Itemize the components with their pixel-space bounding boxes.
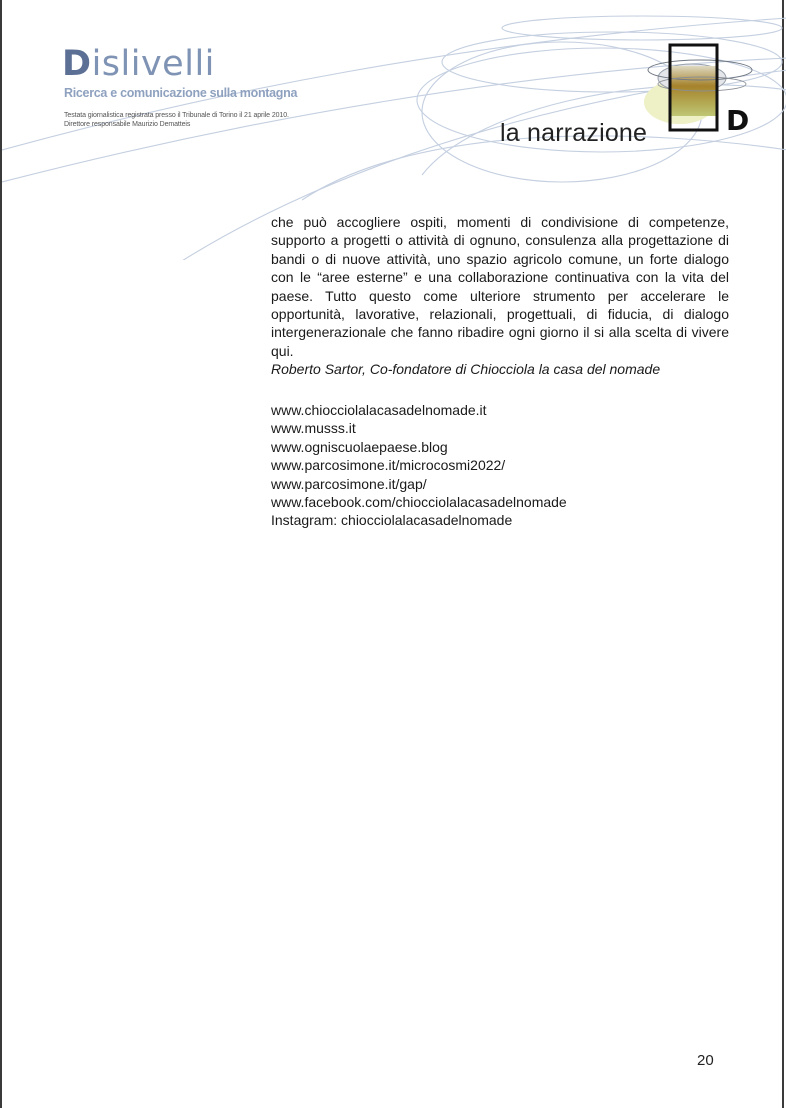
- link-microcosmi2022[interactable]: www.parcosimone.it/microcosmi2022/: [271, 457, 506, 474]
- article-paragraph: che può accogliere ospiti, momenti di condivisione di competenze, supporto a progetti o attività di ognuno, consulenza alla progettazione di bandi o di nuove attività, uno spazio agricolo comune, un forte dialogo con le “aree esterne” e una collaborazione continuativa con la vita del paese. Tutto questo come ulteriore strumento per accelerare le opportunità, lavorative, relazionali, progettuali, di fiducia, di dialogo intergenerazionale che fanno ribadire ogni giorno il si alla scelta di vivere qui.: [271, 214, 729, 359]
- logo-rest: islivelli: [91, 44, 215, 84]
- instagram-handle: Instagram: chiocciolalacasadelnomade: [271, 512, 513, 529]
- article-text: [271, 213, 729, 379]
- logo-title: [62, 44, 215, 84]
- section-title: la narrazione: [500, 119, 648, 147]
- emblem-letter: D: [726, 104, 750, 136]
- link-facebook[interactable]: www.facebook.com/chiocciolalacasadelnomade: [271, 494, 567, 511]
- logo-initial: D: [62, 44, 92, 84]
- registration-line-1: Testata giornalistica registrata presso il Tribunale di Torino il 21 aprile 2010.: [64, 112, 289, 119]
- registration-info: [64, 111, 289, 129]
- link-ogniscuolaepaese[interactable]: www.ogniscuolaepaese.blog: [271, 438, 448, 455]
- link-musss[interactable]: www.musss.it: [271, 420, 356, 437]
- link-parcosimone-gap[interactable]: www.parcosimone.it/gap/: [271, 475, 427, 492]
- link-chiocciola[interactable]: www.chiocciolalacasadelnomade.it: [271, 402, 487, 418]
- logo-subtitle: Ricerca e comunicazione sulla montagna: [64, 86, 298, 100]
- article-signature: Roberto Sartor, Co-fondatore di Chiocciola la casa del nomade: [271, 361, 661, 378]
- link-list: [271, 401, 567, 530]
- section-emblem-icon: [640, 40, 760, 136]
- registration-line-2: Direttore responsabile Maurizio Dematteis: [64, 121, 191, 128]
- page-number: 20: [697, 1052, 714, 1069]
